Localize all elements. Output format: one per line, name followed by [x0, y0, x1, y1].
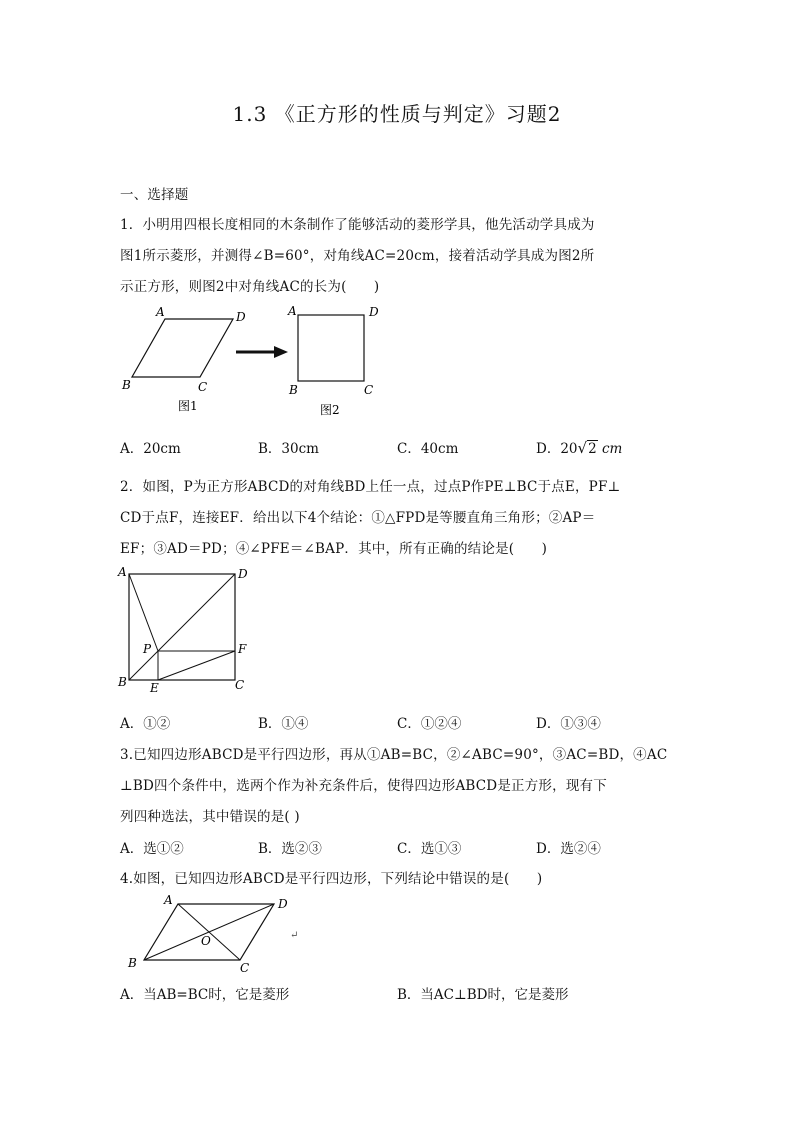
q2-label-c: C [235, 678, 245, 692]
fig2-label-c: C [364, 383, 374, 397]
return-mark-icon: ↵ [290, 930, 299, 941]
q2-segment-ap [129, 574, 158, 651]
q1-option-d-text: D．20 [536, 441, 578, 457]
q4-diagonal-bd [144, 904, 274, 960]
page-title: 1.3 《正方形的性质与判定》习题2 [232, 102, 562, 126]
q1-option-d-unit: cm [601, 441, 623, 457]
fig1-label-b: B [122, 378, 131, 392]
q3-option-c: C．选①③ [397, 841, 462, 857]
q4-label-d: D [278, 897, 288, 911]
q2-option-a: A．①② [120, 716, 171, 732]
q2-label-e: E [150, 681, 159, 695]
q2-line-1: 2．如图，P为正方形ABCD的对角线BD上任一点，过点P作PE⊥BC于点E，PF⊥ [120, 479, 621, 495]
fig2-label-d: D [369, 305, 379, 319]
q4-label-a: A [164, 893, 173, 907]
q2-line-3: EF；③AD＝PD；④∠PFE＝∠BAP．其中，所有正确的结论是( ) [120, 541, 548, 557]
q4-label-c: C [240, 961, 250, 975]
q4-figure [122, 892, 312, 975]
fig1-label-a: A [156, 305, 165, 319]
q1-option-d [536, 437, 622, 457]
q3-line-3: 列四种选法，其中错误的是( ) [120, 809, 300, 825]
q2-figure [116, 564, 256, 694]
q4-label-o: O [201, 934, 211, 948]
q1-line-2: 图1所示菱形，并测得∠B=60°，对角线AC=20cm，接着活动学具成为图2所 [120, 248, 595, 264]
arrow-head-icon [274, 346, 288, 358]
q2-label-b: B [118, 675, 127, 689]
q2-option-b: B．①④ [258, 716, 309, 732]
q1-option-b: B．30cm [258, 441, 319, 457]
q2-option-d: D．①③④ [536, 716, 601, 732]
q2-diagonal-bd [129, 574, 235, 680]
q3-line-1: 3.已知四边形ABCD是平行四边形，再从①AB=BC，②∠ABC=90°，③AC=BD，④AC [120, 747, 668, 763]
q2-option-c: C．①②④ [397, 716, 462, 732]
fig1-rhombus [132, 319, 233, 377]
fig2-label-a: A [288, 304, 297, 318]
q4-option-a: A．当AB=BC时，它是菱形 [120, 987, 290, 1003]
q3-option-d: D．选②④ [536, 841, 601, 857]
q1-option-a: A．20cm [120, 441, 181, 457]
q2-label-f: F [238, 642, 247, 656]
q1-option-c: C．40cm [397, 441, 459, 457]
q3-line-2: ⊥BD四个条件中，选两个作为补充条件后，使得四边形ABCD是正方形，现有下 [120, 778, 607, 794]
q4-label-b: B [128, 956, 137, 970]
fig2-square [298, 315, 364, 381]
section-heading: 一、选择题 [120, 187, 189, 203]
q2-line-2: CD于点F，连接EF．给出以下4个结论：①△FPD是等腰直角三角形；②AP＝ [120, 510, 596, 526]
fig2-label-b: B [289, 383, 298, 397]
q1-option-d-radicand: 2 [588, 441, 597, 457]
q2-label-p: P [143, 642, 152, 656]
q4-option-b: B．当AC⊥BD时，它是菱形 [397, 987, 569, 1003]
q2-label-a: A [118, 565, 127, 579]
q4-line-1: 4.如图，已知四边形ABCD是平行四边形，下列结论中错误的是( ) [120, 871, 543, 887]
q3-option-b: B．选②③ [258, 841, 322, 857]
fig2-caption: 图2 [320, 403, 340, 417]
q1-line-3: 示正方形，则图2中对角线AC的长为( ) [120, 279, 380, 295]
fig1-label-c: C [198, 380, 208, 394]
q1-line-1: 1．小明用四根长度相同的木条制作了能够活动的菱形学具，他先活动学具成为 [120, 217, 595, 233]
q2-segment-ef [158, 651, 235, 680]
q2-label-d: D [238, 567, 248, 581]
fig1-label-d: D [236, 310, 246, 324]
q3-option-a: A．选①② [120, 841, 184, 857]
fig1-caption: 图1 [178, 399, 198, 413]
sqrt-icon: √ [577, 439, 588, 457]
q1-figure [118, 303, 378, 418]
